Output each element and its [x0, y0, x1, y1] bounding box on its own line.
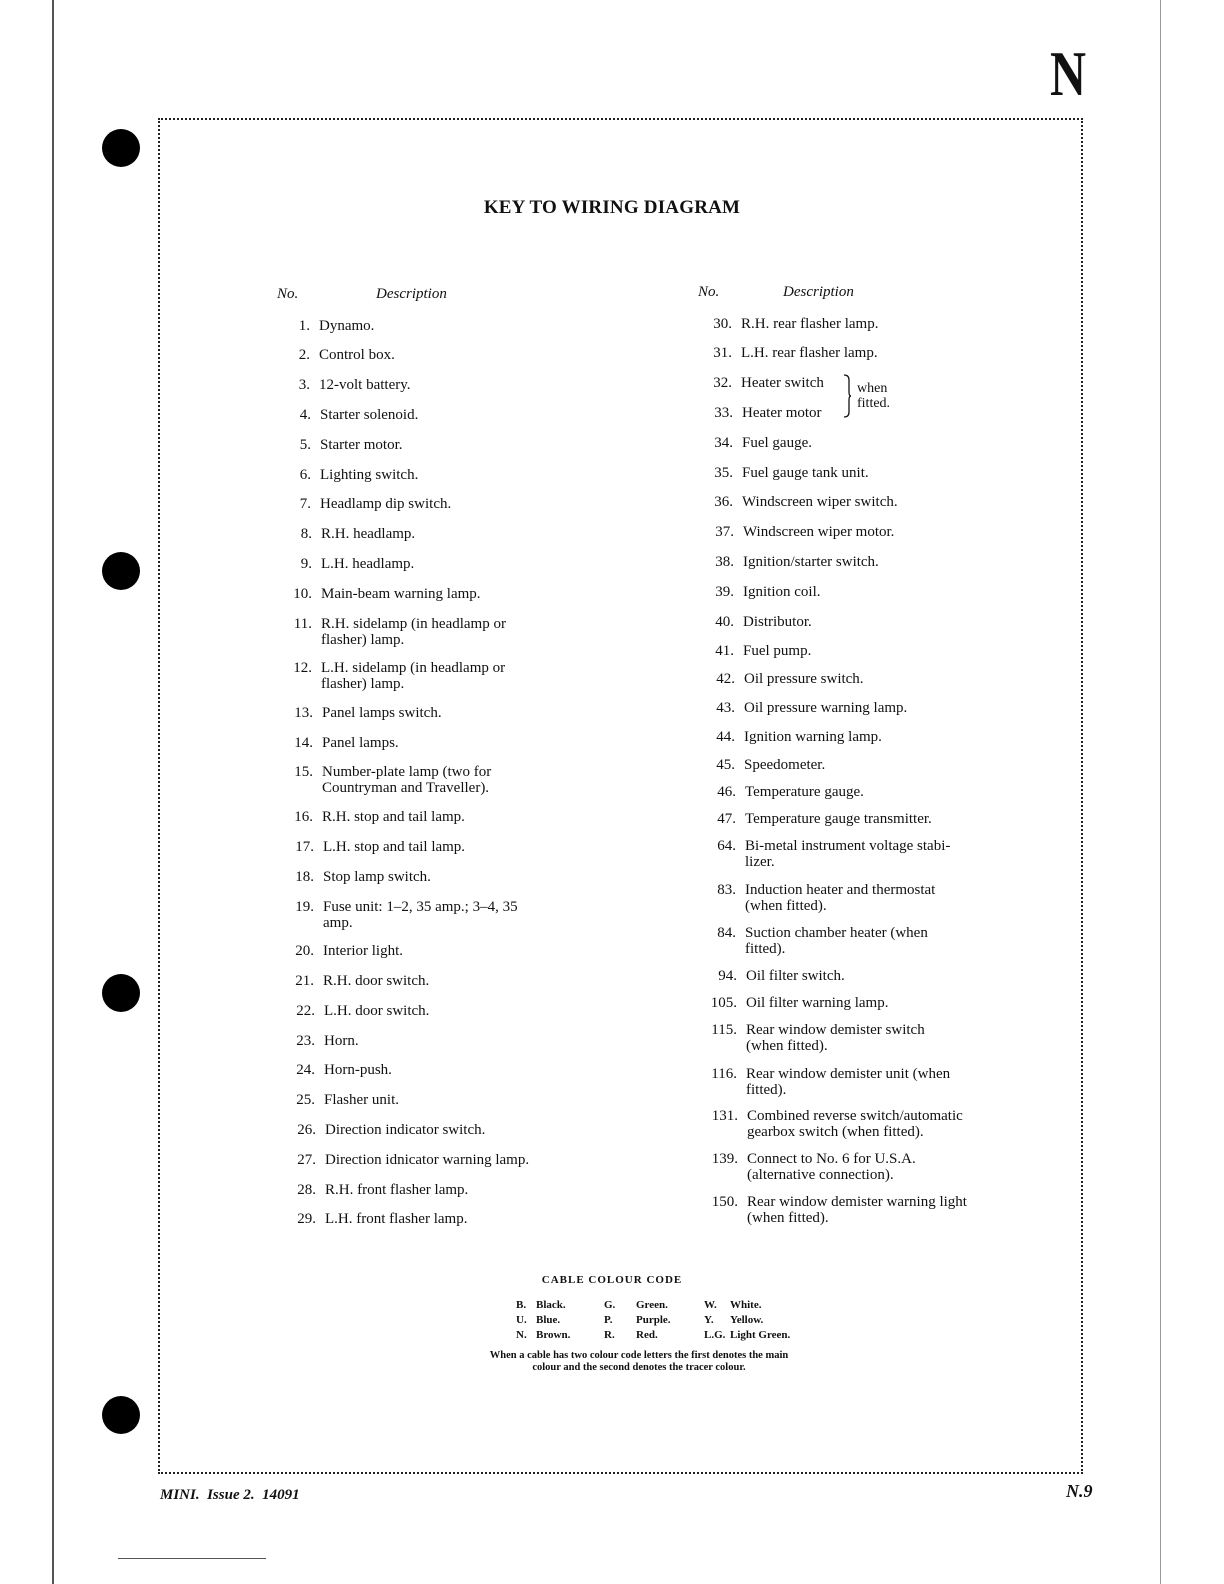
key-entry: [710, 995, 889, 1011]
entry-number: 64.: [717, 838, 736, 854]
entry-description: R.H. headlamp.: [321, 526, 416, 542]
key-entry: [718, 968, 845, 984]
entry-description: Fuel pump.: [743, 643, 812, 659]
colour-code-letter: R.: [604, 1329, 615, 1341]
entry-number: 17.: [295, 839, 314, 855]
entry-number: 4.: [299, 407, 311, 423]
entry-number: 5.: [299, 437, 311, 453]
entry-description: Fuel gauge tank unit.: [742, 465, 869, 481]
entry-description: Direction idnicator warning lamp.: [325, 1152, 530, 1168]
key-entry: [293, 660, 506, 692]
entry-description: L.H. stop and tail lamp.: [323, 839, 466, 855]
punch-hole: [102, 552, 140, 590]
entry-number: 6.: [299, 467, 311, 483]
entry-number: 19.: [295, 899, 314, 915]
entry-number: 35.: [714, 465, 733, 481]
punch-hole: [102, 974, 140, 1012]
entry-number: 10.: [293, 586, 312, 602]
entry-number: 139.: [711, 1151, 738, 1167]
colour-code-letter: L.G.: [704, 1329, 726, 1341]
entry-description: Oil filter switch.: [746, 968, 845, 984]
entry-description: R.H. rear flasher lamp.: [741, 316, 879, 332]
entry-description: Bi-metal instrument voltage stabi-: [745, 838, 951, 854]
colour-code-letter: U.: [516, 1314, 527, 1326]
colour-code-name: Red.: [636, 1329, 658, 1341]
scan-edge-right: [1160, 0, 1161, 1584]
key-entry: [295, 943, 403, 959]
entry-description: Temperature gauge transmitter.: [745, 811, 932, 827]
entry-description: Speedometer.: [744, 757, 826, 773]
entry-description: Starter solenoid.: [320, 407, 419, 423]
entry-description: Panel lamps switch.: [322, 705, 442, 721]
key-entry: [716, 757, 826, 773]
key-entry: [297, 1211, 468, 1227]
note-line: fitted.: [857, 396, 891, 411]
key-entry: [717, 811, 932, 827]
key-entry: [293, 616, 506, 648]
entry-number: 36.: [714, 494, 733, 510]
entry-number: 115.: [711, 1022, 737, 1038]
dotted-frame: [158, 118, 1083, 1474]
entry-description: Number-plate lamp (two for: [322, 764, 492, 780]
entry-number: 8.: [300, 526, 312, 542]
key-entry: [296, 1062, 392, 1078]
note-line: colour and the second denotes the tracer colour.: [532, 1362, 746, 1373]
page-title: KEY TO WIRING DIAGRAM: [483, 197, 741, 218]
key-entry: [711, 1108, 963, 1140]
entry-number: 7.: [299, 496, 311, 512]
entry-description: R.H. front flasher lamp.: [325, 1182, 469, 1198]
entry-description: Ignition warning lamp.: [744, 729, 882, 745]
entry-number: 41.: [715, 643, 734, 659]
entry-number: 45.: [716, 757, 735, 773]
colour-code-name: Green.: [636, 1299, 668, 1311]
key-entry: [300, 526, 416, 542]
entry-number: 30.: [713, 316, 732, 332]
key-entry: [714, 494, 898, 510]
colour-code-name: White.: [730, 1299, 762, 1311]
scan-edge-left: [52, 0, 54, 1584]
entry-number: 37.: [715, 524, 734, 540]
entry-description: L.H. door switch.: [324, 1003, 430, 1019]
colour-code-letter: W.: [704, 1299, 717, 1311]
entry-number: 38.: [715, 554, 734, 570]
entry-description: Combined reverse switch/automatic: [747, 1108, 963, 1124]
key-entry: [296, 1092, 399, 1108]
entry-description: Lighting switch.: [320, 467, 419, 483]
entry-description: Rear window demister warning light: [747, 1194, 967, 1210]
colour-code-name: Yellow.: [730, 1314, 764, 1326]
punch-hole: [102, 129, 140, 167]
entry-number: 43.: [716, 700, 735, 716]
key-entry: [299, 437, 403, 453]
colour-code-name: Light Green.: [730, 1329, 791, 1341]
entry-description: Interior light.: [323, 943, 403, 959]
key-entry: [296, 1003, 430, 1019]
key-entry: [296, 1033, 359, 1049]
entry-number: 20.: [295, 943, 314, 959]
entry-description: (when fitted).: [746, 1038, 828, 1054]
key-entry: [295, 973, 430, 989]
note-line: When a cable has two colour code letters the first denotes the main: [489, 1350, 789, 1361]
note-line: when: [857, 381, 888, 396]
key-entry: [295, 839, 466, 855]
entry-number: 21.: [295, 973, 314, 989]
entry-description: Suction chamber heater (when: [745, 925, 928, 941]
key-entry: [715, 554, 879, 570]
colour-code-name: Purple.: [636, 1314, 671, 1326]
entry-number: 16.: [294, 809, 313, 825]
entry-number: 26.: [297, 1122, 316, 1138]
entry-number: 14.: [294, 735, 313, 751]
key-entry: [715, 614, 812, 630]
key-entry: [714, 465, 869, 481]
colour-code-letter: P.: [604, 1314, 613, 1326]
entry-description: Horn-push.: [324, 1062, 392, 1078]
entry-description: Rear window demister switch: [746, 1022, 925, 1038]
colour-code-letter: B.: [516, 1299, 527, 1311]
entry-description: (when fitted).: [745, 898, 827, 914]
entry-number: 27.: [297, 1152, 316, 1168]
entry-number: 29.: [297, 1211, 316, 1227]
key-entry: [295, 869, 431, 885]
entry-number: 42.: [716, 671, 735, 687]
entry-description: Heater motor: [742, 405, 822, 421]
entry-description: Countryman and Traveller).: [322, 780, 490, 796]
key-entry: [294, 764, 492, 796]
entry-description: R.H. door switch.: [323, 973, 430, 989]
entry-description: flasher) lamp.: [321, 632, 405, 648]
entry-number: 39.: [715, 584, 734, 600]
left-no-header: No.: [277, 286, 299, 302]
key-entry: [716, 671, 864, 687]
entry-number: 15.: [294, 764, 313, 780]
entry-number: 2.: [298, 347, 310, 363]
key-entry: [298, 377, 411, 393]
key-entry: [717, 882, 936, 914]
entry-number: 22.: [296, 1003, 315, 1019]
entry-description: Temperature gauge.: [745, 784, 864, 800]
key-entry: [298, 347, 395, 363]
entry-description: Headlamp dip switch.: [320, 496, 452, 512]
key-entry: [713, 375, 824, 391]
key-entry: [717, 925, 928, 957]
entry-description: L.H. headlamp.: [321, 556, 415, 572]
entry-number: 13.: [294, 705, 313, 721]
colour-code-letter: G.: [604, 1299, 616, 1311]
entry-number: 116.: [711, 1066, 737, 1082]
key-entry: [711, 1022, 925, 1054]
key-entry: [297, 1182, 469, 1198]
entry-number: 31.: [713, 345, 732, 361]
entry-description: Heater switch: [741, 375, 824, 391]
entry-description: flasher) lamp.: [321, 676, 405, 692]
cable-colour-code-title: CABLE COLOUR CODE: [541, 1274, 683, 1286]
right-description-header: Description: [783, 284, 854, 300]
entry-description: (when fitted).: [747, 1210, 829, 1226]
key-entry: [711, 1151, 916, 1183]
entry-description: Starter motor.: [320, 437, 403, 453]
entry-number: 32.: [713, 375, 732, 391]
key-entry: [300, 556, 415, 572]
entry-description: Panel lamps.: [322, 735, 399, 751]
entry-number: 83.: [717, 882, 736, 898]
key-entry: [297, 1122, 486, 1138]
left-description-header: Description: [376, 286, 447, 302]
key-entry: [295, 899, 518, 931]
colour-code-letter: N.: [516, 1329, 527, 1341]
key-entry: [716, 729, 882, 745]
key-entry: [298, 318, 375, 334]
key-entry: [715, 524, 895, 540]
entry-description: fitted).: [746, 1082, 787, 1098]
key-entry: [714, 405, 822, 421]
entry-description: Oil filter warning lamp.: [746, 995, 889, 1011]
entry-description: Dynamo.: [319, 318, 375, 334]
entry-description: amp.: [323, 915, 353, 931]
entry-number: 3.: [298, 377, 310, 393]
entry-number: 11.: [293, 616, 312, 632]
entry-description: Connect to No. 6 for U.S.A.: [747, 1151, 916, 1167]
entry-description: Ignition/starter switch.: [743, 554, 879, 570]
entry-description: Main-beam warning lamp.: [321, 586, 481, 602]
entry-number: 25.: [296, 1092, 315, 1108]
entry-description: L.H. rear flasher lamp.: [741, 345, 878, 361]
key-entry: [715, 643, 812, 659]
punch-hole: [102, 1396, 140, 1434]
scan-edge-bottom: [118, 1558, 266, 1559]
entry-number: 28.: [297, 1182, 316, 1198]
key-entry: [293, 586, 481, 602]
entry-number: 47.: [717, 811, 736, 827]
footer-issue: MINI. Issue 2. 14091: [160, 1487, 300, 1503]
cable-colour-code-note: [0, 1350, 1224, 1374]
entry-description: Flasher unit.: [324, 1092, 399, 1108]
right-no-header: No.: [698, 284, 720, 300]
entry-number: 24.: [296, 1062, 315, 1078]
entry-number: 12.: [293, 660, 312, 676]
key-entry: [294, 705, 442, 721]
key-entry: [713, 345, 878, 361]
key-entry: [711, 1066, 951, 1098]
key-entry: [716, 700, 908, 716]
entry-description: Fuel gauge.: [742, 435, 812, 451]
entry-number: 44.: [716, 729, 735, 745]
entry-number: 94.: [718, 968, 737, 984]
entry-description: Fuse unit: 1–2, 35 amp.; 3–4, 35: [323, 899, 518, 915]
key-entry: [714, 435, 812, 451]
entry-description: Oil pressure switch.: [744, 671, 864, 687]
key-entry: [294, 809, 465, 825]
entry-description: L.H. sidelamp (in headlamp or: [321, 660, 506, 676]
entry-description: Induction heater and thermostat: [745, 882, 936, 898]
entry-description: (alternative connection).: [747, 1167, 894, 1183]
colour-code-letter: Y.: [704, 1314, 714, 1326]
heater-bracket: [843, 374, 851, 418]
entry-description: Windscreen wiper motor.: [743, 524, 895, 540]
key-entry: [717, 838, 951, 870]
footer-page-number: N.9: [1066, 1481, 1093, 1501]
entry-number: 34.: [714, 435, 733, 451]
entry-number: 23.: [296, 1033, 315, 1049]
entry-description: Horn.: [324, 1033, 359, 1049]
entry-description: gearbox switch (when fitted).: [747, 1124, 924, 1140]
colour-code-name: Brown.: [536, 1329, 571, 1341]
entry-description: R.H. stop and tail lamp.: [322, 809, 465, 825]
key-entry: [713, 316, 879, 332]
key-entry: [297, 1152, 530, 1168]
entry-description: Stop lamp switch.: [323, 869, 431, 885]
entry-description: fitted).: [745, 941, 786, 957]
key-entry: [294, 735, 399, 751]
entry-description: Direction indicator switch.: [325, 1122, 486, 1138]
key-entry: [717, 784, 864, 800]
entry-number: 18.: [295, 869, 314, 885]
entry-number: 1.: [298, 318, 310, 334]
entry-description: Distributor.: [743, 614, 812, 630]
entry-description: Oil pressure warning lamp.: [744, 700, 908, 716]
section-letter: N: [1050, 38, 1087, 109]
entry-description: 12-volt battery.: [319, 377, 411, 393]
entry-description: Windscreen wiper switch.: [742, 494, 898, 510]
entry-number: 33.: [714, 405, 733, 421]
entry-description: R.H. sidelamp (in headlamp or: [321, 616, 506, 632]
key-entry: [715, 584, 821, 600]
entry-description: Ignition coil.: [743, 584, 821, 600]
entry-number: 84.: [717, 925, 736, 941]
entry-description: L.H. front flasher lamp.: [325, 1211, 468, 1227]
entry-description: Rear window demister unit (when: [746, 1066, 951, 1082]
colour-code-name: Black.: [536, 1299, 566, 1311]
entry-description: Control box.: [319, 347, 395, 363]
key-entry: [299, 467, 419, 483]
key-entry: [299, 407, 419, 423]
entry-number: 40.: [715, 614, 734, 630]
entry-number: 131.: [711, 1108, 738, 1124]
entry-number: 105.: [710, 995, 737, 1011]
entry-number: 9.: [300, 556, 312, 572]
key-entry: [711, 1194, 967, 1226]
entry-number: 46.: [717, 784, 736, 800]
heater-when-fitted-note: [857, 381, 890, 411]
entry-description: lizer.: [745, 854, 775, 870]
colour-code-name: Blue.: [536, 1314, 561, 1326]
entry-number: 150.: [711, 1194, 738, 1210]
key-entry: [299, 496, 452, 512]
